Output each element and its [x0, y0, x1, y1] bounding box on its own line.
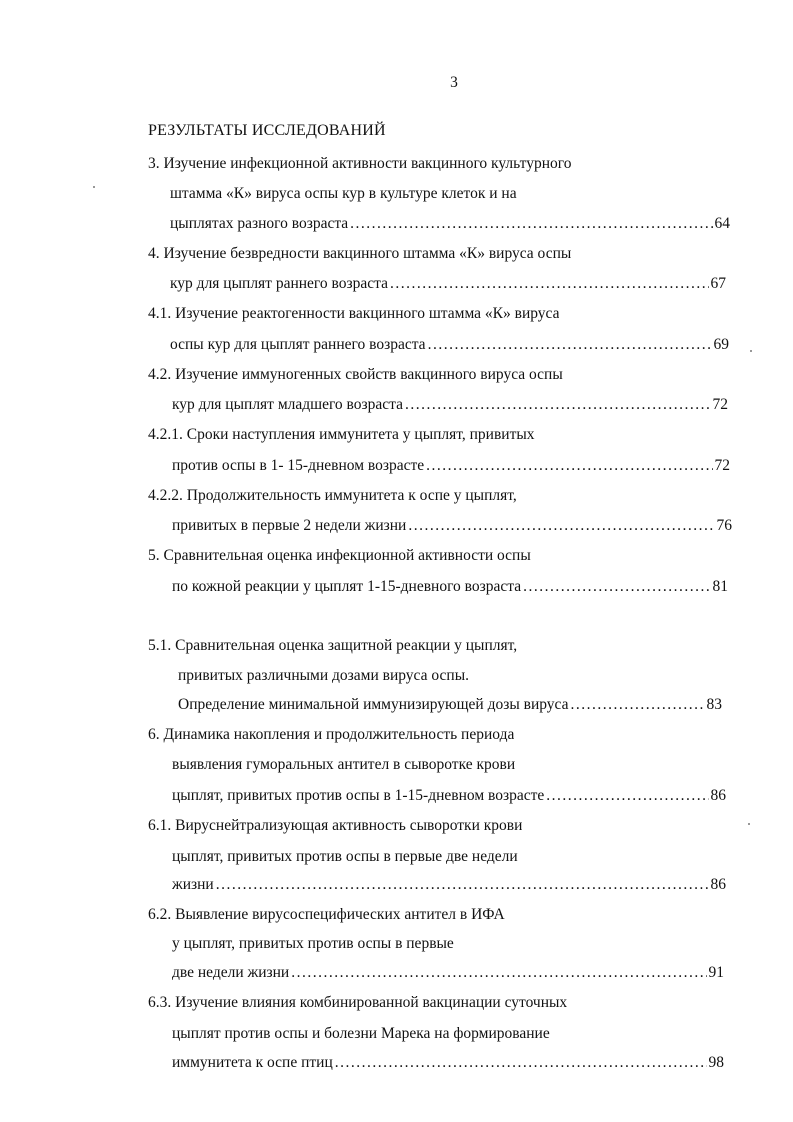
dot-leader — [408, 515, 714, 537]
toc-entry-3-page: 64 — [714, 215, 730, 232]
toc-entry-4-1-line-2: оспы кур для цыплят раннего возраста — [170, 336, 426, 353]
toc-entry-5-1-page: 83 — [706, 696, 722, 713]
toc-entry-6-2-page: 91 — [708, 964, 724, 981]
toc-entry-4-line-2: кур для цыплят раннего возраста — [170, 275, 388, 292]
dot-leader — [350, 213, 712, 235]
toc-entry-4-2-1-page: 72 — [714, 457, 730, 474]
toc-entry-5-1-line-1: 5.1. Сравнительная оценка защитной реакции у цыплят, — [148, 637, 518, 654]
toc-entry-3-line-3: цыплятах разного возраста — [170, 215, 349, 232]
toc-entry-6-1-line-2: цыплят, привитых против оспы в первые две недели — [172, 848, 518, 865]
toc-entry-4-2-page: 72 — [712, 396, 728, 413]
toc-entry-5-leader-line[interactable] — [172, 576, 728, 598]
toc-entry-6-line-2: выявления гуморальных антител в сыворотке крови — [172, 756, 516, 773]
toc-entry-6-1-line-1: 6.1. Вируснейтрализующая активность сыворотки крови — [148, 817, 523, 834]
toc-entry-4-2-line-1: 4.2. Изучение иммуногенных свойств вакцинного вируса оспы — [148, 366, 563, 383]
toc-entry-6-2-leader-line[interactable] — [172, 962, 724, 984]
toc-entry-5-1-line-2: привитых различными дозами вируса оспы. — [178, 667, 469, 684]
dot-leader — [216, 874, 709, 896]
scan-speck — [750, 350, 752, 352]
toc-entry-6-line-3: цыплят, привитых против оспы в 1-15-дневном возрасте — [172, 787, 545, 804]
toc-entry-4-2-2-line-1: 4.2.2. Продолжительность иммунитета к оспе у цыплят, — [148, 487, 517, 504]
toc-entry-6-page: 86 — [710, 787, 726, 804]
toc-entry-4-1-page: 69 — [713, 336, 729, 353]
toc-entry-5-line-1: 5. Сравнительная оценка инфекционной активности оспы — [148, 547, 531, 564]
toc-entry-6-3-line-3: иммунитета к оспе птиц — [172, 1054, 333, 1071]
dot-leader — [335, 1052, 707, 1074]
toc-entry-6-3-line-1: 6.3. Изучение влияния комбинированной вакцинации суточных — [148, 994, 568, 1011]
toc-entry-6-leader-line[interactable] — [172, 785, 726, 807]
scan-speck — [93, 186, 95, 188]
toc-entry-5-1-leader-line[interactable] — [178, 694, 722, 716]
toc-entry-6-2-line-1: 6.2. Выявление вирусоспецифических антител в ИФА — [148, 906, 505, 923]
toc-entry-5-line-2: по кожной реакции у цыплят 1-15-дневного возраста — [172, 578, 522, 595]
toc-entry-3-line-2: штамма «К» вируса оспы кур в культуре клеток и на — [170, 185, 517, 202]
toc-entry-4-2-2-line-2: привитых в первые 2 недели жизни — [172, 517, 407, 534]
toc-entry-6-2-line-3: две недели жизни — [172, 964, 290, 981]
toc-entry-4-line-1: 4. Изучение безвредности вакцинного штамма «К» вируса оспы — [148, 245, 572, 262]
toc-entry-4-2-1-line-1: 4.2.1. Сроки наступления иммунитета у цыплят, привитых — [148, 426, 535, 443]
dot-leader — [428, 334, 712, 356]
scan-speck — [748, 823, 750, 825]
dot-leader — [523, 576, 710, 598]
toc-entry-4-2-line-2: кур для цыплят младшего возраста — [172, 396, 403, 413]
toc-entry-3-line-1: 3. Изучение инфекционной активности вакцинного культурного — [148, 155, 572, 172]
toc-entry-5-page: 81 — [712, 578, 728, 595]
toc-entry-6-1-line-3: жизни — [172, 876, 214, 893]
dot-leader — [571, 694, 705, 716]
toc-entry-4-2-1-line-2: против оспы в 1- 15-дневном возрасте — [172, 457, 425, 474]
toc-entry-3-leader-line[interactable] — [170, 213, 730, 235]
toc-entry-4-2-1-leader-line[interactable] — [172, 455, 730, 477]
dot-leader — [390, 273, 709, 295]
toc-entry-4-2-2-leader-line[interactable] — [172, 515, 732, 537]
toc-entry-4-2-leader-line[interactable] — [172, 394, 728, 416]
toc-entry-6-1-leader-line[interactable] — [172, 874, 726, 896]
toc-entry-4-leader-line[interactable] — [170, 273, 726, 295]
page-number: 3 — [450, 74, 458, 91]
toc-entry-6-3-line-2: цыплят против оспы и болезни Марека на формирование — [172, 1025, 550, 1042]
toc-entry-6-3-page: 98 — [708, 1054, 724, 1071]
toc-entry-4-page: 67 — [710, 275, 726, 292]
section-heading: РЕЗУЛЬТАТЫ ИССЛЕДОВАНИЙ — [148, 122, 386, 139]
dot-leader — [405, 394, 711, 416]
toc-entry-6-3-leader-line[interactable] — [172, 1052, 724, 1074]
toc-entry-5-1-line-3: Определение минимальной иммунизирующей дозы вируса — [178, 696, 569, 713]
toc-entry-4-1-line-1: 4.1. Изучение реактогенности вакцинного штамма «К» вируса — [148, 305, 560, 322]
toc-entry-4-2-2-page: 76 — [716, 517, 732, 534]
dot-leader — [426, 455, 712, 477]
dot-leader — [546, 785, 708, 807]
dot-leader — [291, 962, 706, 984]
toc-entry-6-2-line-2: у цыплят, привитых против оспы в первые — [172, 935, 454, 952]
toc-entry-4-1-leader-line[interactable] — [170, 334, 729, 356]
toc-entry-6-1-page: 86 — [710, 876, 726, 893]
toc-entry-6-line-1: 6. Динамика накопления и продолжительность периода — [148, 726, 515, 743]
